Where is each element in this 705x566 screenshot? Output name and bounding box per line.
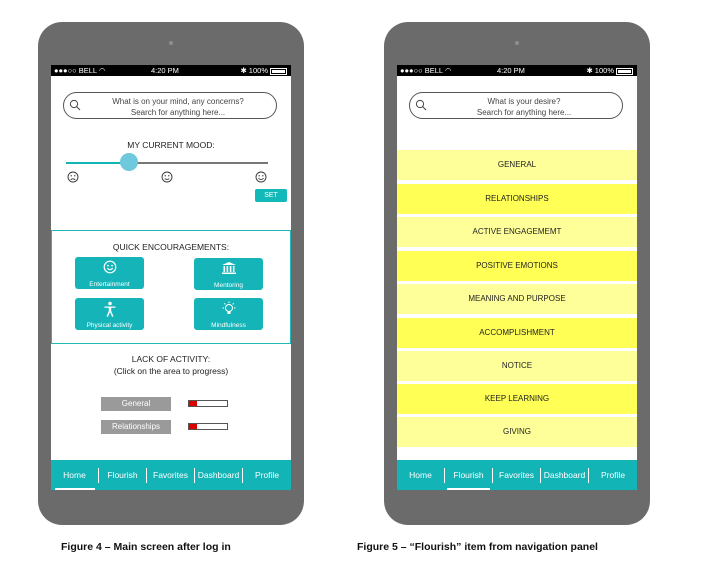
category-general[interactable]: GENERAL — [397, 150, 637, 180]
category-notice[interactable]: NOTICE — [397, 351, 637, 381]
battery-indicator — [240, 65, 287, 76]
nav-dashboard[interactable]: Dashboard — [543, 470, 586, 480]
category-positive-emotions[interactable]: POSITIVE EMOTIONS — [397, 251, 637, 281]
camera-dot — [169, 41, 173, 45]
category-accomplishment[interactable]: ACCOMPLISHMENT — [397, 318, 637, 348]
physical-activity-label: Physical activity — [86, 322, 133, 329]
search-placeholder-line2: Search for anything here... — [476, 108, 572, 117]
nav-home[interactable]: Home — [409, 470, 432, 480]
battery-icon — [616, 68, 633, 75]
physical-activity-tile[interactable] — [75, 298, 144, 330]
mentoring-label: Mentoring — [214, 282, 243, 289]
activity-relationships-progress-fill — [189, 424, 197, 429]
status-time: 4:20 PM — [497, 66, 525, 75]
phone-frame-main — [38, 22, 304, 525]
carrier-label: ●●●○○ BELL ◠ — [400, 66, 452, 75]
lack-of-activity-subtitle: (Click on the area to progress) — [113, 366, 229, 376]
search-placeholder-line1: What is on your mind, any concerns? — [112, 97, 244, 106]
activity-general-button[interactable]: General — [101, 397, 171, 411]
activity-relationships-progress[interactable] — [188, 423, 228, 430]
bottom-navigation — [397, 460, 637, 490]
figure-5-caption: Figure 5 – “Flourish” item from navigation panel — [357, 541, 598, 553]
search-placeholder — [88, 96, 268, 118]
battery-icon — [270, 68, 287, 75]
mood-title: MY CURRENT MOOD: — [127, 140, 215, 150]
bottom-navigation — [51, 460, 291, 490]
camera-dot — [515, 41, 519, 45]
status-bar — [51, 65, 291, 76]
lightbulb-icon — [221, 301, 237, 316]
sad-face-icon — [67, 171, 79, 183]
search-icon — [69, 99, 81, 111]
mindfulness-tile[interactable] — [194, 298, 263, 330]
lack-of-activity-title: LACK OF ACTIVITY: — [131, 354, 211, 364]
person-icon — [103, 301, 117, 317]
figure-4-caption: Figure 4 – Main screen after log in — [61, 541, 231, 553]
activity-relationships-button[interactable]: Relationships — [101, 420, 171, 434]
mood-slider-thumb[interactable] — [120, 153, 138, 171]
carrier-label: ●●●○○ BELL ◠ — [54, 66, 106, 75]
nav-profile[interactable]: Profile — [254, 470, 280, 480]
neutral-face-icon — [161, 171, 173, 183]
category-relationships[interactable]: RELATIONSHIPS — [397, 184, 637, 214]
main-screen — [51, 65, 291, 490]
nav-flourish[interactable]: Flourish — [453, 470, 484, 480]
lack-of-activity-heading — [51, 353, 291, 377]
mentoring-tile[interactable] — [194, 258, 263, 290]
search-icon — [415, 99, 427, 111]
battery-label: ✱ 100% — [240, 66, 268, 75]
category-meaning-and-purpose[interactable]: MEANING AND PURPOSE — [397, 284, 637, 314]
activity-general-progress-fill — [189, 401, 197, 406]
nav-active-indicator — [447, 488, 490, 490]
search-input[interactable] — [63, 92, 277, 119]
happy-face-icon — [255, 171, 267, 183]
battery-label: ✱ 100% — [586, 66, 614, 75]
category-active-engagement[interactable]: ACTIVE ENGAGEMEMT — [397, 217, 637, 247]
search-placeholder-line1: What is your desire? — [487, 97, 561, 106]
nav-flourish[interactable]: Flourish — [107, 470, 138, 480]
institution-icon — [221, 261, 237, 275]
status-bar — [397, 65, 637, 76]
nav-dashboard[interactable]: Dashboard — [197, 470, 240, 480]
status-time: 4:20 PM — [151, 66, 179, 75]
flourish-screen — [397, 65, 637, 490]
search-input[interactable] — [409, 92, 623, 119]
nav-favorites[interactable]: Favorites — [499, 470, 534, 480]
nav-active-indicator — [55, 488, 95, 490]
battery-indicator — [586, 65, 633, 76]
nav-favorites[interactable]: Favorites — [153, 470, 188, 480]
entertainment-label: Entertainment — [89, 281, 130, 288]
mindfulness-label: Mindfulness — [211, 322, 246, 329]
nav-home[interactable]: Home — [63, 470, 86, 480]
category-keep-learning[interactable]: KEEP LEARNING — [397, 384, 637, 414]
nav-profile[interactable]: Profile — [600, 470, 626, 480]
activity-general-progress[interactable] — [188, 400, 228, 407]
smiley-icon — [103, 260, 117, 274]
search-placeholder — [434, 96, 614, 118]
phone-frame-flourish — [384, 22, 650, 525]
search-placeholder-line2: Search for anything here... — [130, 108, 226, 117]
category-giving[interactable]: GIVING — [397, 417, 637, 447]
encouragements-title: QUICK ENCOURAGEMENTS: — [112, 242, 230, 252]
entertainment-tile[interactable] — [75, 257, 144, 289]
set-mood-button[interactable]: SET — [255, 189, 287, 202]
